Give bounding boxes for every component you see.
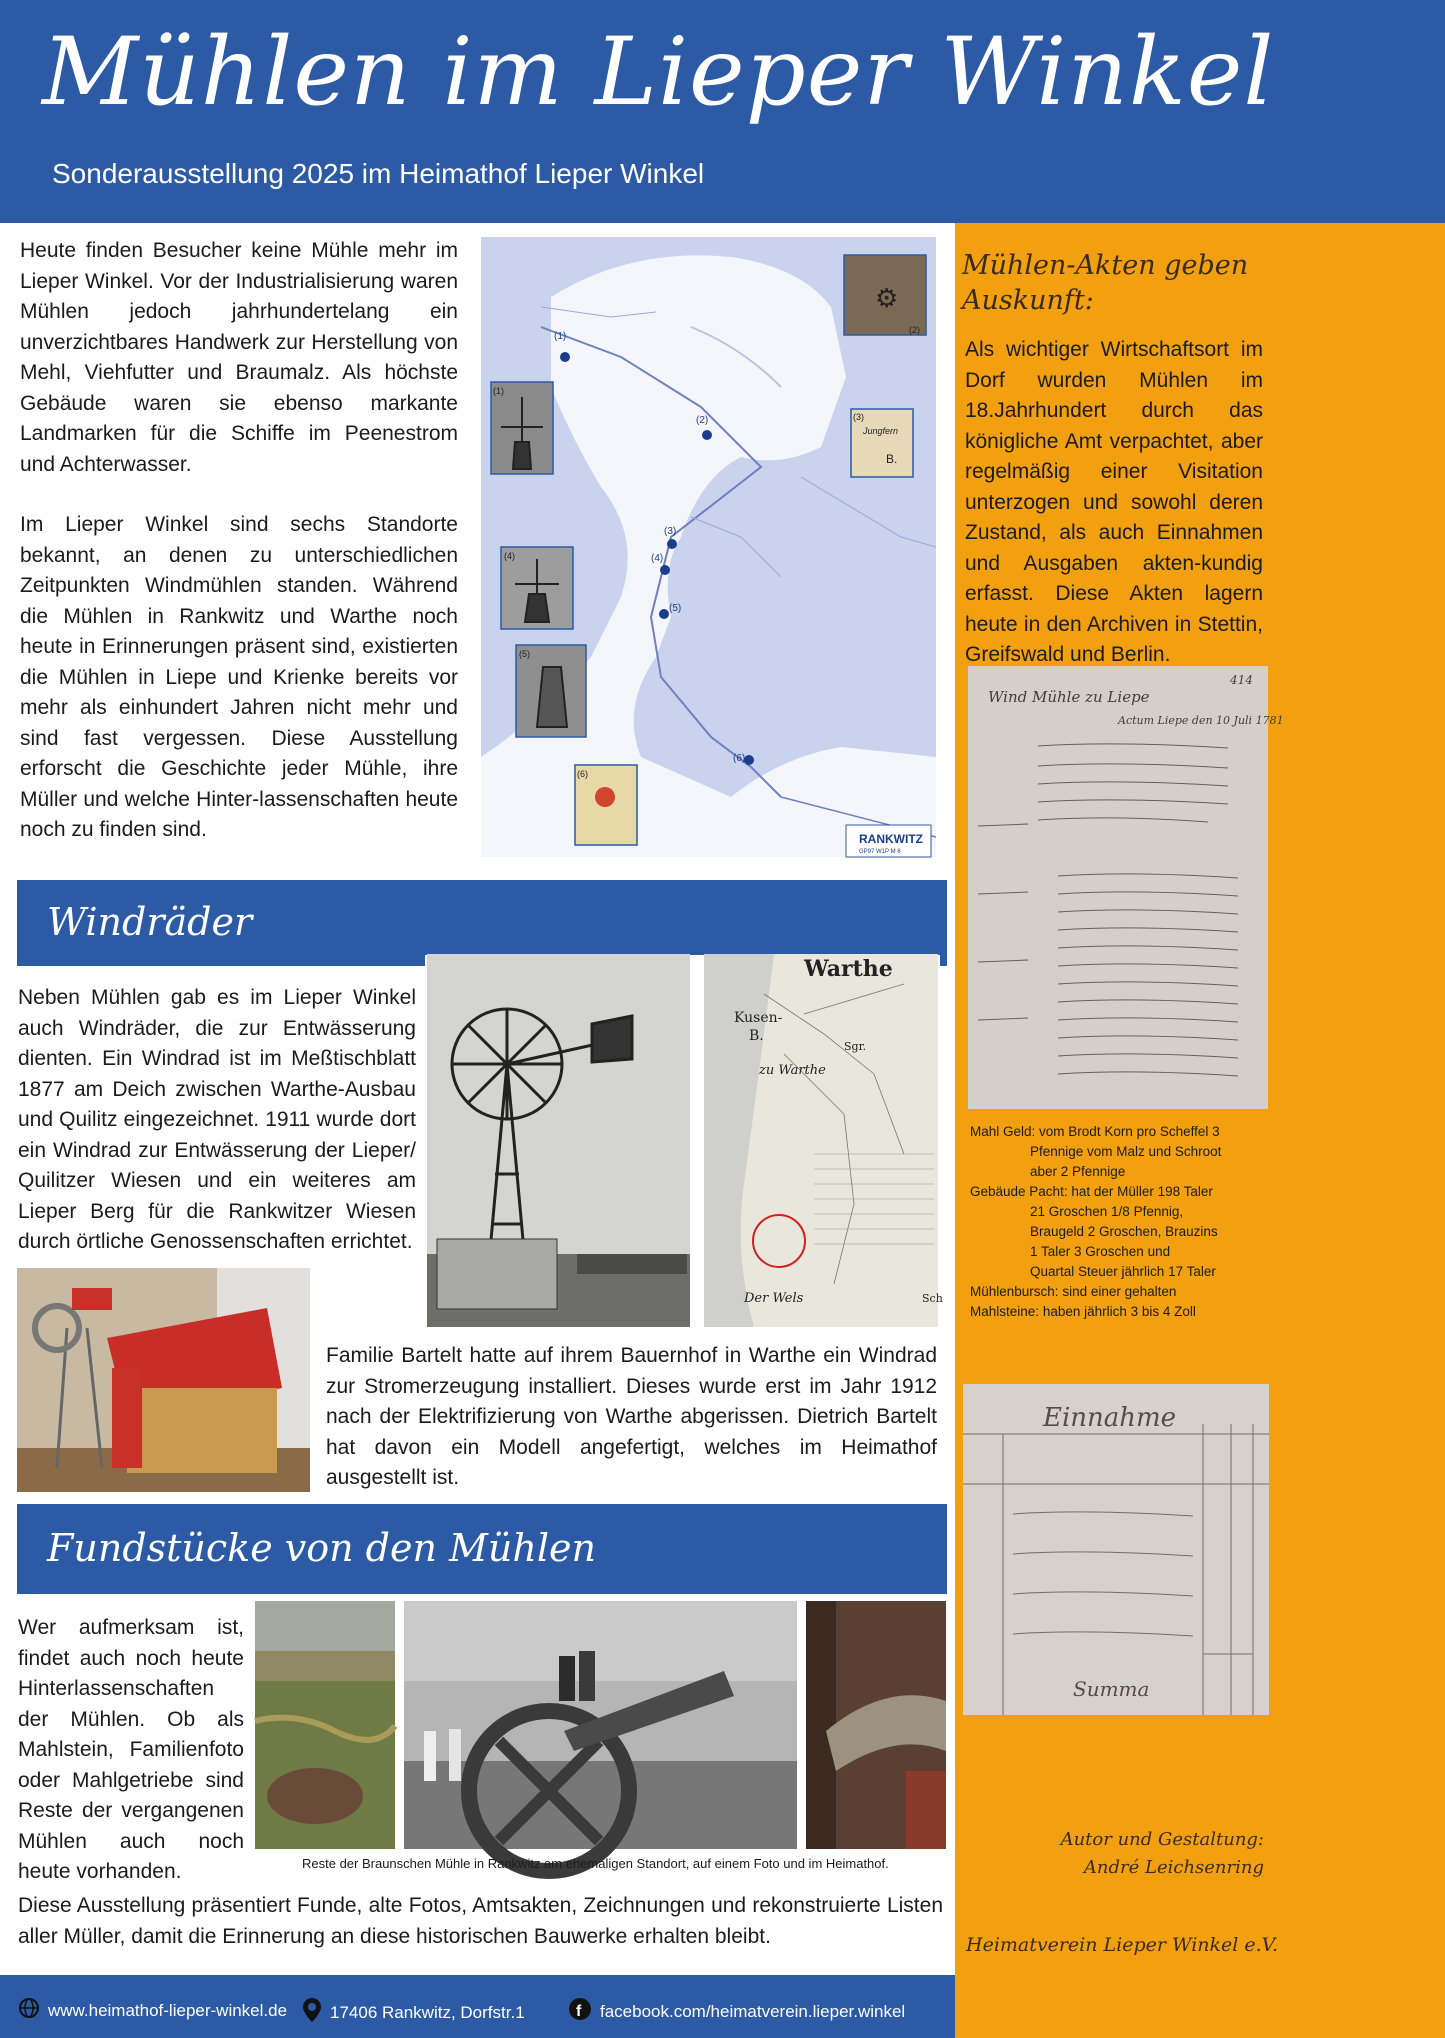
- note-mahlgeld: Mahl Geld: vom Brodt Korn pro Scheffel 3: [970, 1124, 1220, 1139]
- intro-paragraph-2: Im Lieper Winkel sind sechs Standorte bekannt, an denen zu unterschiedlichen Zeitpunkten Windmühlen standen. Während die Mühlen in Rankwitz und Warthe noch heute in Erinnerungen präsent sind, existierten die Mühlen in Liepe und Krienke bereits vor mehr als einhundert Jahren nicht mehr und sind fast vergessen. Diese Ausstellung erforscht die Geschichte jeder Mühle, ihre Müller und welche Hinter-lassenschaften heute noch zu finden sind.: [20, 513, 458, 841]
- windraeder-paragraph-2: Familie Bartelt hatte auf ihrem Bauernhof in Warthe ein Windrad zur Stromerzeugung installiert. Dieses wurde erst im Jahr 1912 nach der Elektrifizierung von Warthe abgerissen. Dietrich Bartelt hat davon ein Modell angefertigt, welches im Heimathof ausgestellt ist.: [326, 1344, 937, 1489]
- footer-website-text: www.heimathof-lieper-winkel.de: [48, 2000, 288, 2020]
- footer-address-text: 17406 Rankwitz, Dorfstr.1: [330, 2002, 525, 2022]
- map-marker-3: [667, 539, 677, 549]
- map-marker-4: [660, 565, 670, 575]
- windmill-model-photo: [17, 1268, 310, 1492]
- author-credit: [1000, 1826, 1264, 1882]
- map-label-warthe: Warthe: [804, 956, 893, 982]
- archive-doc2-title: Einnahme: [1043, 1403, 1177, 1433]
- map-label-b: B.: [749, 1028, 764, 1044]
- map-thumb-label-4: (4): [504, 551, 515, 561]
- archive-document-2: [963, 1384, 1269, 1715]
- map-marker-5: [659, 609, 669, 619]
- map-label-der-wels: Der Wels: [744, 1291, 804, 1306]
- intro-text: [20, 236, 458, 846]
- windraeder-heading: Windräder: [47, 900, 253, 944]
- gear-remains-photo: [806, 1601, 946, 1849]
- footer-facebook-link[interactable]: [568, 1997, 905, 2026]
- svg-text:Actum Liepe den 10 Juli 1781: Actum Liepe den 10 Juli 1781: [1118, 714, 1284, 727]
- historic-map-warthe: [704, 954, 943, 1327]
- millstone-photo: [255, 1601, 395, 1849]
- author-name: André Leichsenring: [1083, 1857, 1264, 1878]
- archive-doc2-footer: Summa: [1073, 1677, 1150, 1701]
- fundstuecke-paragraph: Wer aufmerksam ist, findet auch noch heute Hinterlassenschaften der Mühlen. Ob als Mahlstein, Familienfoto oder Mahlgetriebe sind Reste der vergangenen Mühlen auch noch heute vorhanden.: [18, 1616, 244, 1883]
- fundstuecke-heading: Fundstücke von den Mühlen: [47, 1526, 596, 1570]
- map-marker-label-6: (6): [733, 753, 746, 764]
- map-stamp-sub: B.: [886, 452, 898, 466]
- footer-bar: [0, 1975, 955, 2038]
- svg-text:⚙: ⚙: [875, 283, 899, 313]
- author-label: Autor und Gestaltung:: [1060, 1829, 1264, 1850]
- footer-address: [302, 1997, 525, 2028]
- map-label-sch: Sch: [922, 1292, 943, 1305]
- archive-document-1: [968, 666, 1284, 1109]
- map-marker-6: [744, 755, 754, 765]
- map-marker-label-5: (5): [669, 603, 682, 614]
- sidebar-paragraph: Als wichtiger Wirtschaftsort im Dorf wurden Mühlen im 18.Jahrhundert durch das königliche Amt verpachtet, aber regelmäßig einer Visitation unterzogen und sowohl deren Zustand, als auch Einnahmen und Ausgaben akten-kundig erfasst. Diese Akten lagern heute in den Archiven in Stettin, Greifswald und Berlin.: [965, 338, 1263, 666]
- archive-doc1-page: 414: [1230, 673, 1253, 687]
- map-thumb-label-6: (6): [577, 769, 588, 779]
- footer-facebook-text: facebook.com/heimatverein.lieper.winkel: [600, 2001, 906, 2021]
- footer-website-link[interactable]: [18, 1997, 287, 2024]
- note-mahlsteine: Mahlsteine: haben jährlich 3 bis 4 Zoll: [970, 1304, 1196, 1319]
- note-mahlgeld-line-3: aber 2 Pfennige: [1030, 1164, 1126, 1179]
- intro-paragraph-1: Heute finden Besucher keine Mühle mehr im Lieper Winkel. Vor der Industrialisierung waren Mühlen jedoch jahrhundertelang ein unverzichtbares Handwerk zur Herstellung von Mehl, Viehfutter und Braumalz. Als höchste Gebäude waren sie ebenso markante Landmarken für die Schiffe im Peenestrom und Achterwasser.: [20, 239, 458, 476]
- club-name: Heimatverein Lieper Winkel e.V.: [966, 1934, 1279, 1956]
- globe-icon: [18, 1997, 40, 2024]
- map-legend-title: RANKWITZ: [859, 832, 923, 846]
- header-banner: [0, 0, 1445, 223]
- map-legend-sub: GP97 W1P M 8: [859, 849, 901, 855]
- map-label-zu-warthe: zu Warthe: [759, 1063, 826, 1078]
- note-pacht-line-4: 1 Taler 3 Groschen und: [1030, 1244, 1171, 1259]
- note-pacht-line-3: Braugeld 2 Groschen, Brauzins: [1030, 1224, 1218, 1239]
- note-gebaeude-pacht: Gebäude Pacht: hat der Müller 198 Taler: [970, 1184, 1213, 1199]
- archive-doc1-title: Wind Mühle zu Liepe: [988, 688, 1150, 706]
- map-marker-2: [702, 430, 712, 440]
- sidebar-heading: Mühlen-Akten geben Auskunft:: [962, 250, 1249, 316]
- map-marker-1: [560, 352, 570, 362]
- location-pin-icon: [302, 1997, 322, 2028]
- location-map: [481, 237, 936, 857]
- page-subtitle: Sonderausstellung 2025 im Heimathof Lieper Winkel: [52, 158, 705, 189]
- note-pacht-line-5: Quartal Steuer jährlich 17 Taler: [1030, 1264, 1216, 1279]
- windraeder-paragraph-1: Neben Mühlen gab es im Lieper Winkel auch Windräder, die zur Entwässerung dienten. Ein Windrad ist im Meßtischblatt 1877 am Deich zwischen Warthe-Ausbau und Quilitz eingezeichnet. 1911 wurde dort ein Windrad zur Entwässerung der Lieper/ Quilitzer Wiesen und ein weiteres am Lieper Berg für die Rankwitzer Wiesen durch örtliche Genossenschaften errichtet.: [18, 986, 416, 1253]
- map-label-kusen: Kusen-: [734, 1010, 783, 1026]
- note-pacht-line-2: 21 Groschen 1/8 Pfennig,: [1030, 1204, 1184, 1219]
- map-marker-label-2: (2): [696, 415, 709, 426]
- facebook-icon: [568, 1997, 592, 2026]
- map-marker-label-4: (4): [651, 553, 664, 564]
- map-marker-label-3: (3): [664, 526, 677, 537]
- map-thumb-label-1: (1): [493, 386, 504, 396]
- closing-paragraph: Diese Ausstellung präsentiert Funde, alte Fotos, Amtsakten, Zeichnungen und rekonstruierte Listen aller Müller, damit die Erinnerung an diese historischen Bauwerke erhalten bleibt.: [18, 1894, 943, 1948]
- svg-text:f: f: [576, 2003, 582, 2020]
- fundstuecke-caption: Reste der Braunschen Mühle in Rankwitz am ehemaligen Standort, auf einem Foto und im Heimathof.: [302, 1856, 889, 1871]
- archive-notes: [970, 1122, 1260, 1322]
- map-thumb-label-5: (5): [519, 649, 530, 659]
- note-muehlenbursch: Mühlenbursch: sind einer gehalten: [970, 1284, 1177, 1299]
- map-stamp-text: Jungfern: [863, 426, 899, 436]
- fundstuecke-banner: [17, 1504, 947, 1594]
- map-label-sgr: Sgr.: [844, 1040, 867, 1053]
- family-photo: [404, 1601, 797, 1849]
- page-title: Mühlen im Lieper Winkel: [42, 18, 1275, 127]
- map-thumb-label-3: (3): [853, 412, 864, 422]
- map-thumb-label-2: (2): [909, 325, 920, 335]
- note-mahlgeld-line-2: Pfennige vom Malz und Schroot: [1030, 1144, 1222, 1159]
- windmill-photo: [427, 954, 690, 1327]
- map-marker-label-1: (1): [554, 331, 567, 342]
